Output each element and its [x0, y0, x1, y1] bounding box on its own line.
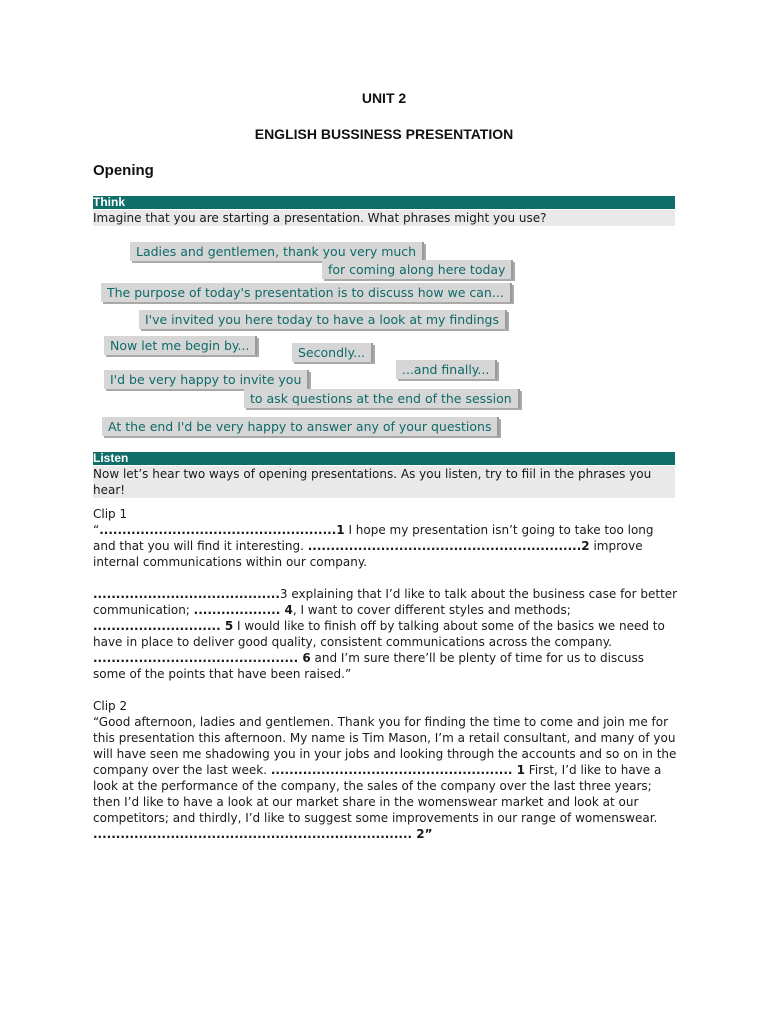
phrase-card: Now let me begin by... [104, 336, 257, 355]
phrase-card: to ask questions at the end of the session [244, 389, 520, 408]
clip2-blank-1: ..................................................... 1 [270, 763, 525, 777]
clip1-label: Clip 1 [93, 507, 128, 521]
clip1-text-2: improve internal communications within our company. [93, 539, 643, 569]
think-label-bar: Think [93, 196, 675, 209]
phrase-card: I've invited you here today to have a look at my findings [139, 310, 507, 329]
clip1-paragraph-2 [93, 586, 678, 682]
phrase-card: ...and finally... [396, 360, 497, 379]
listen-label-bar: Listen [93, 452, 675, 465]
clip1-blank-6: ............................................. 6 [93, 651, 311, 665]
think-prompt: Imagine that you are starting a presentation. What phrases might you use? [93, 210, 675, 226]
phrase-card: I'd be very happy to invite you [104, 370, 309, 389]
phrase-card: for coming along here today [322, 260, 513, 279]
phrase-card: Secondly... [292, 343, 373, 362]
clip1-open-quote: “ [93, 523, 100, 537]
clip2-label: Clip 2 [93, 699, 128, 713]
clip1-blank-1: ....................................................1 [99, 523, 345, 537]
clip1-paragraph-1 [93, 522, 678, 570]
clip1-text-6: and I’m sure there’ll be plenty of time for us to discuss some of the points that have been raised.” [93, 651, 644, 681]
section-heading-opening: Opening [93, 162, 154, 179]
clip2-blank-2: ...................................................................... 2” [93, 827, 433, 841]
clip1-text-5: I would like to finish off by talking about some of the basics we need to have in place to deliver good quality, consistent communications across the company. [93, 619, 665, 649]
listen-prompt: Now let’s hear two ways of opening presentations. As you listen, try to fiil in the phrases you hear! [93, 466, 675, 498]
clip1-text-4: , I want to cover different styles and methods; [292, 603, 571, 617]
clip2-text-1: “Good afternoon, ladies and gentlemen. Thank you for finding the time to come and join me for this presentation this afternoon. My name is Tim Mason, I’m a retail consultant, and many of you will have seen me shadowing you in your jobs and looking through the accounts and so on in the company over the last week. [93, 715, 677, 777]
clip1-text-1: I hope my presentation isn’t going to take too long and that you will find it interesting. [93, 523, 654, 553]
phrase-card: The purpose of today's presentation is to discuss how we can... [101, 283, 512, 302]
clip1-blank-5: ............................ 5 [93, 619, 234, 633]
phrase-card: Ladies and gentlemen, thank you very much [130, 242, 424, 261]
clip2-paragraph [93, 714, 678, 842]
clip2-text-2: First, I’d like to have a look at the performance of the company, the sales of the company over the last three years; then I’d like to have a look at our market share in the womenswear market and look at our competitors; and thirdly, I’d like to suggest some improvements in our range of womenswear. [93, 763, 662, 825]
clip1-blank-3: ......................................... [93, 587, 280, 601]
clip1-text-3: 3 explaining that I’d like to talk about the business case for better communication; [93, 587, 678, 617]
clip1-blank-2: ............................................................2 [307, 539, 590, 553]
clip2-section [93, 698, 678, 842]
unit-title: UNIT 2 [361, 90, 407, 106]
phrase-card: At the end I'd be very happy to answer any of your questions [102, 417, 499, 436]
document-title: ENGLISH BUSSINESS PRESENTATION [254, 126, 514, 142]
clip1-section [93, 506, 678, 682]
clip1-blank-4: ................... 4 [193, 603, 293, 617]
